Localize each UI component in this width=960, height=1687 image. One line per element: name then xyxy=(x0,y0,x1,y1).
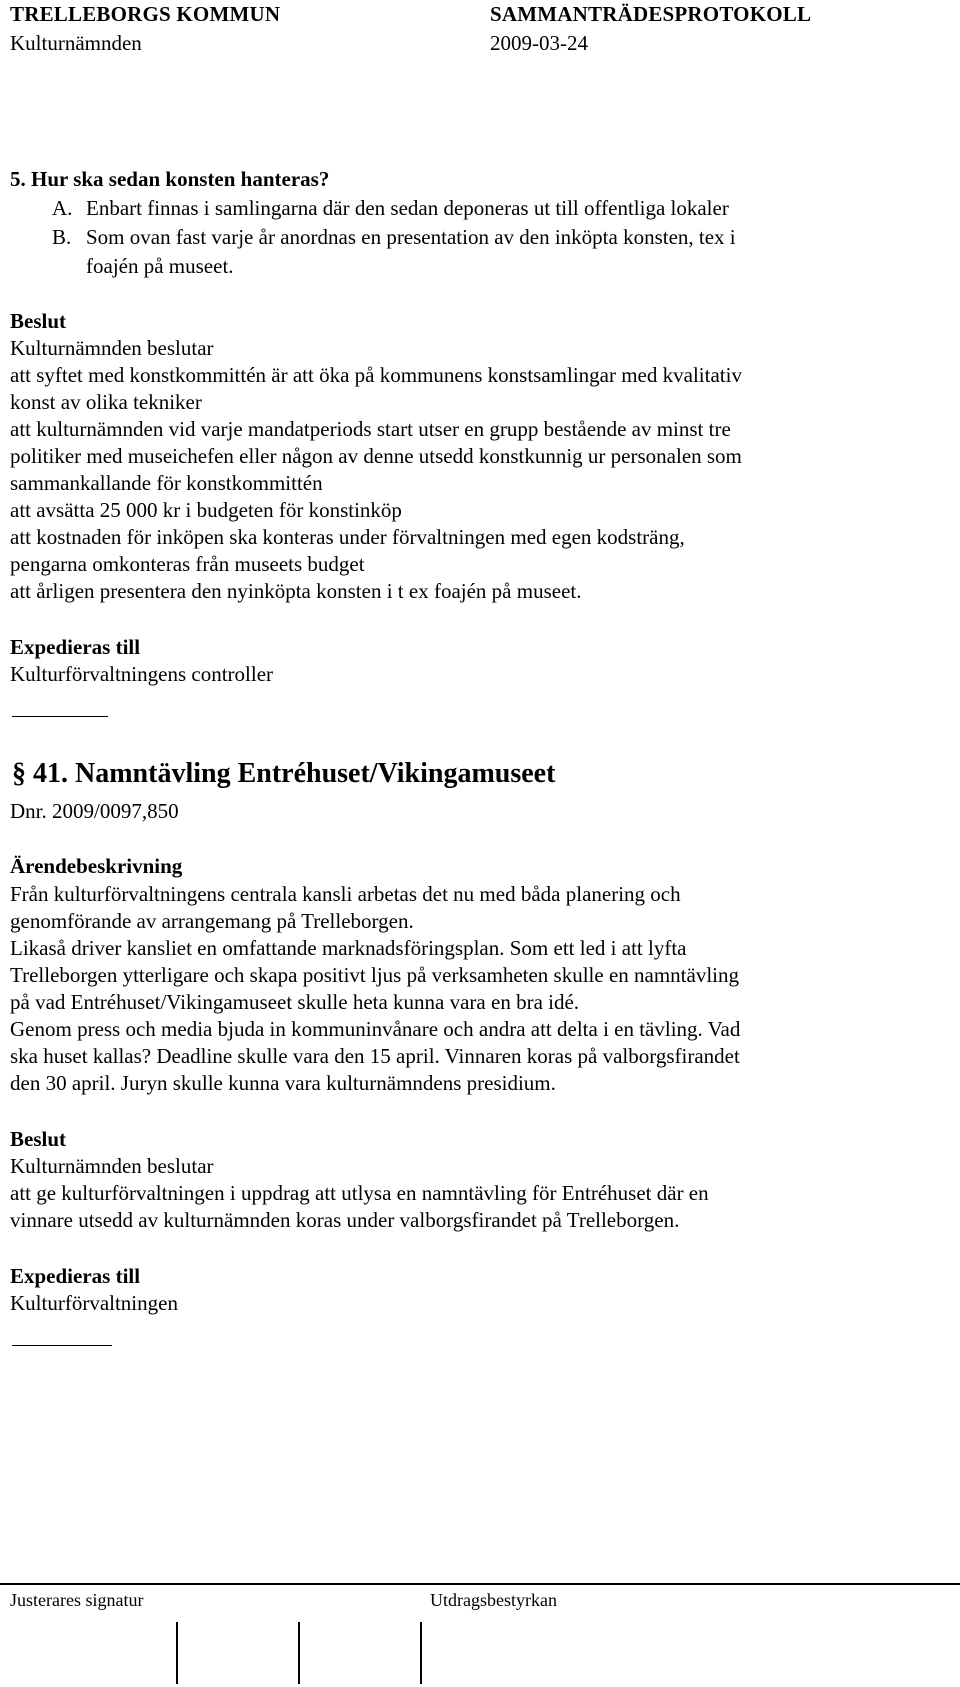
question-5-title: 5. Hur ska sedan konsten hanteras? xyxy=(10,167,330,191)
option-a-text: Enbart finnas i samlingarna där den sedan deponeras ut till offentliga lokaler xyxy=(86,196,729,220)
option-a-marker: A. xyxy=(52,196,73,220)
footer-top-rule xyxy=(0,1583,960,1585)
signature-box-divider xyxy=(420,1622,422,1684)
beslut-line: att avsätta 25 000 kr i budgeten för konstinköp xyxy=(10,498,402,522)
beslut-line: sammankallande för konstkommittén xyxy=(10,471,323,495)
signature-box-divider xyxy=(298,1622,300,1684)
beslut-line: konst av olika tekniker xyxy=(10,390,202,414)
beslut-line: Kulturnämnden beslutar xyxy=(10,336,214,360)
arendebeskrivning-heading: Ärendebeskrivning xyxy=(10,854,183,878)
arende-line: genomförande av arrangemang på Trelleborgen. xyxy=(10,909,414,933)
committee-name: Kulturnämnden xyxy=(10,31,142,55)
section-41-title: § 41. Namntävling Entréhuset/Vikingamuseet xyxy=(12,758,556,789)
diary-number: Dnr. 2009/0097,850 xyxy=(10,799,179,823)
option-b-text-line-1: Som ovan fast varje år anordnas en presentation av den inköpta konsten, tex i xyxy=(86,225,736,249)
arende-line: på vad Entréhuset/Vikingamuseet skulle heta kunna vara en bra idé. xyxy=(10,990,580,1014)
beslut-heading: Beslut xyxy=(10,309,67,333)
expedieras-heading: Expedieras till xyxy=(10,1264,141,1288)
beslut-line: att kulturnämnden vid varje mandatperiods start utser en grupp bestående av minst tre xyxy=(10,417,731,441)
signature-label: Justerares signatur xyxy=(10,1590,144,1610)
extract-certification-label: Utdragsbestyrkan xyxy=(430,1590,557,1610)
beslut-line: politiker med museichefen eller någon av denne utsedd konstkunnig ur personalen som xyxy=(10,444,742,468)
beslut-line: pengarna omkonteras från museets budget xyxy=(10,552,365,576)
beslut-heading: Beslut xyxy=(10,1127,67,1151)
beslut-line: att årligen presentera den nyinköpta konsten i t ex foajén på museet. xyxy=(10,579,582,603)
expedieras-recipient: Kulturförvaltningen xyxy=(10,1291,178,1315)
option-b-text-line-2: foajén på museet. xyxy=(86,254,234,278)
expedieras-heading: Expedieras till xyxy=(10,635,141,659)
beslut-line: vinnare utsedd av kulturnämnden koras under valborgsfirandet på Trelleborgen. xyxy=(10,1208,680,1232)
document-type: SAMMANTRÄDESPROTOKOLL xyxy=(490,2,812,26)
signature-box-divider xyxy=(176,1622,178,1684)
separator-line xyxy=(12,716,108,717)
municipality-name: TRELLEBORGS KOMMUN xyxy=(10,2,281,26)
option-b-marker: B. xyxy=(52,225,72,249)
beslut-line: att ge kulturförvaltningen i uppdrag att utlysa en namntävling för Entréhuset där en xyxy=(10,1181,709,1205)
beslut-line: att kostnaden för inköpen ska konteras under förvaltningen med egen kodsträng, xyxy=(10,525,685,549)
beslut-line: att syftet med konstkommittén är att öka på kommunens konstsamlingar med kvalitativ xyxy=(10,363,742,387)
arende-line: Från kulturförvaltningens centrala kansli arbetas det nu med båda planering och xyxy=(10,882,681,906)
arende-line: Likaså driver kansliet en omfattande marknadsföringsplan. Som ett led i att lyfta xyxy=(10,936,687,960)
separator-line xyxy=(12,1345,112,1346)
arende-line: den 30 april. Juryn skulle kunna vara kulturnämndens presidium. xyxy=(10,1071,556,1095)
arende-line: Trelleborgen ytterligare och skapa positivt ljus på verksamheten skulle en namntävling xyxy=(10,963,740,987)
beslut-line: Kulturnämnden beslutar xyxy=(10,1154,214,1178)
arende-line: Genom press och media bjuda in kommuninvånare och andra att delta i en tävling. Vad xyxy=(10,1017,741,1041)
meeting-date: 2009-03-24 xyxy=(490,31,588,55)
arende-line: ska huset kallas? Deadline skulle vara den 15 april. Vinnaren koras på valborgsfirandet xyxy=(10,1044,740,1068)
expedieras-recipient: Kulturförvaltningens controller xyxy=(10,662,274,686)
